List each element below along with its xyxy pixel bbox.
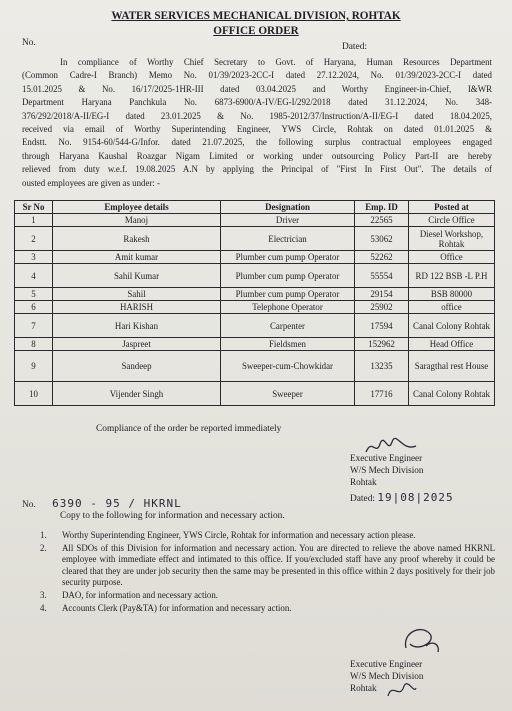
cell-designation: Plumber cum pump Operator — [221, 288, 355, 301]
cell-sr: 10 — [15, 382, 53, 406]
cell-emp-id: 17716 — [355, 382, 409, 406]
cell-employee: Sandeep — [53, 351, 221, 382]
table-row — [15, 301, 495, 314]
signature-place-1: Rohtak — [350, 477, 377, 487]
copy-item-number: 3. — [40, 589, 47, 600]
copy-to-list — [40, 530, 495, 615]
body-line: In compliance of Worthy Chief Secretary to Govt. of Haryana, Human Resources Department — [60, 57, 492, 67]
cell-designation: Sweeper — [221, 382, 355, 406]
endorsement-date — [350, 491, 454, 504]
col-header-posted: Posted at — [409, 201, 495, 214]
signature-scribble-3 — [384, 678, 420, 702]
cell-posted: Circle Office — [409, 214, 495, 227]
cell-designation: Telephone Operator — [221, 301, 355, 314]
cell-sr: 4 — [15, 264, 53, 288]
cell-posted: Office — [409, 251, 495, 264]
compliance-note: Compliance of the order be reported immediately — [96, 424, 282, 434]
cell-employee: Jaspreet — [53, 338, 221, 351]
cell-employee: Vijender Singh — [53, 382, 221, 406]
cell-employee: Rakesh — [53, 227, 221, 251]
cell-employee: Sahil Kumar — [53, 264, 221, 288]
endorsement-dated-label: Dated: — [350, 494, 375, 504]
table-row — [15, 251, 495, 264]
table-row — [15, 288, 495, 301]
cell-sr: 5 — [15, 288, 53, 301]
cell-sr: 7 — [15, 314, 53, 338]
cell-sr: 3 — [15, 251, 53, 264]
copy-item-number: 1. — [40, 530, 47, 540]
endorsement-number — [22, 497, 182, 510]
col-header-designation: Designation — [221, 201, 355, 214]
cell-emp-id: 22565 — [355, 214, 409, 227]
cell-employee: Hari Kishan — [53, 314, 221, 338]
cell-posted: Saragthal rest House — [409, 351, 495, 382]
cell-designation: Driver — [221, 214, 355, 227]
copy-item-text: Accounts Clerk (Pay&TA) for information and necessary action. — [62, 602, 292, 613]
copy-list-item — [40, 590, 495, 602]
body-line: (Common Cadre-I Branch) Memo No. 01/39/2023-2CC-I dated 27.12.2024, No. 01/39/2023-2CC-I dated — [22, 70, 492, 81]
body-line: 376/292/2018/A-II/EG-I dated 23.01.2025 & No. 1985-2012/37/Instruction/A-II/EG-I dated 18.04.2025, — [22, 110, 492, 121]
body-line: Endstt. No. 9154-60/544-G/Infor. dated 21.07.2025, the following surplus contractual employees engaged — [22, 137, 492, 148]
cell-designation: Plumber cum pump Operator — [221, 251, 355, 264]
body-line: through Haryana Kaushal Roazgar Nigam Limited or working under outsourcing Policy Part-II are hereby — [22, 150, 492, 161]
signature-scribble-2 — [400, 622, 444, 656]
signature-title-1: Executive Engineer — [350, 453, 423, 463]
cell-emp-id: 152962 — [355, 338, 409, 351]
cell-emp-id: 29154 — [355, 288, 409, 301]
cell-employee: Amit kumar — [53, 251, 221, 264]
cell-sr: 2 — [15, 227, 53, 251]
signature-place-2: Rohtak — [350, 683, 377, 693]
cell-designation: Electrician — [221, 227, 355, 251]
cell-posted: RD 122 BSB -L P.H — [409, 264, 495, 288]
copy-list-item — [40, 530, 495, 542]
cell-emp-id: 52262 — [355, 251, 409, 264]
copy-list-item — [40, 603, 495, 615]
body-line: 15.01.2025 & No. 16/17/2025-1HR-III dated 03.04.2025 and Worthy Engineer-in-Chief, I&WR — [22, 83, 492, 94]
copy-item-text: Worthy Superintending Engineer, YWS Circle, Rohtak for information and necessary action please. — [62, 530, 416, 540]
signature-title-2: Executive Engineer — [350, 659, 423, 669]
cell-emp-id: 55554 — [355, 264, 409, 288]
cell-designation: Plumber cum pump Operator — [221, 264, 355, 288]
cell-designation: Fieldsmen — [221, 338, 355, 351]
copy-item-text: All SDOs of this Division for information and necessary action. You are directed to relieve the above named HKRNL employee with immediate effect and intimated to this office. If you/excluded staff have any proof whereby it could be cleared that they are under job security then the same may be presented in this office within 2 days positively for their job security purpose. — [62, 542, 495, 588]
table-row — [15, 314, 495, 338]
body-line: received via email of Worthy Superintending Engineer, YWS Circle, Rohtak on dated 01.01.2025 & — [22, 124, 492, 135]
table-header-row — [15, 201, 495, 214]
cell-emp-id: 13235 — [355, 351, 409, 382]
copy-item-number: 4. — [40, 602, 47, 613]
cell-emp-id: 17594 — [355, 314, 409, 338]
cell-posted: office — [409, 301, 495, 314]
order-body-paragraph — [22, 56, 492, 190]
copy-intro: Copy to the following for information and necessary action. — [60, 511, 285, 521]
cell-posted: Diesel Workshop, Rohtak — [409, 227, 495, 251]
col-header-employee: Employee details — [53, 201, 221, 214]
cell-designation: Carpenter — [221, 314, 355, 338]
endorsement-no-value: 6390 - 95 / HKRNL — [52, 497, 182, 510]
order-no-label: No. — [22, 38, 36, 48]
table-row — [15, 338, 495, 351]
cell-employee: Sahil — [53, 288, 221, 301]
table-row — [15, 214, 495, 227]
cell-emp-id: 25902 — [355, 301, 409, 314]
cell-employee: Manoj — [53, 214, 221, 227]
cell-employee: HARISH — [53, 301, 221, 314]
cell-posted: Canal Colony Rohtak — [409, 382, 495, 406]
cell-sr: 6 — [15, 301, 53, 314]
cell-sr: 1 — [15, 214, 53, 227]
cell-posted: BSB 80000 — [409, 288, 495, 301]
employee-table — [14, 200, 495, 406]
cell-posted: Canal Colony Rohtak — [409, 314, 495, 338]
signature-office-2: W/S Mech Division — [350, 671, 424, 681]
copy-item-number: 2. — [40, 542, 47, 553]
col-header-sr: Sr No — [15, 201, 53, 214]
division-heading: WATER SERVICES MECHANICAL DIVISION, ROHTAK — [111, 10, 401, 22]
table-row — [15, 382, 495, 406]
body-line: Department Haryana Panchkula No. 6873-6900/A-IV/EG-I/292/2018 dated 31.12.2024, No. 348- — [22, 97, 492, 108]
cell-emp-id: 53062 — [355, 227, 409, 251]
copy-item-text: DAO, for information and necessary action. — [62, 589, 219, 600]
table-row — [15, 264, 495, 288]
table-row — [15, 227, 495, 251]
body-line: relieved from duty w.e.f. 19.08.2025 A.N by applying the Principal of "First In First Out". The details of — [22, 164, 492, 175]
copy-list-item — [40, 543, 495, 589]
signature-office-1: W/S Mech Division — [350, 465, 424, 475]
cell-sr: 8 — [15, 338, 53, 351]
cell-designation: Sweeper-cum-Chowkidar — [221, 351, 355, 382]
endorsement-no-label: No. — [22, 500, 36, 510]
order-dated-label: Dated: — [342, 42, 367, 52]
endorsement-dated-value: 19|08|2025 — [377, 491, 454, 504]
table-row — [15, 351, 495, 382]
cell-posted: Head Office — [409, 338, 495, 351]
col-header-emp-id: Emp. ID — [355, 201, 409, 214]
office-order-title: OFFICE ORDER — [213, 25, 299, 37]
signature-block-1 — [350, 452, 424, 488]
cell-sr: 9 — [15, 351, 53, 382]
body-line: ousted employees are given as under: - — [22, 177, 161, 188]
